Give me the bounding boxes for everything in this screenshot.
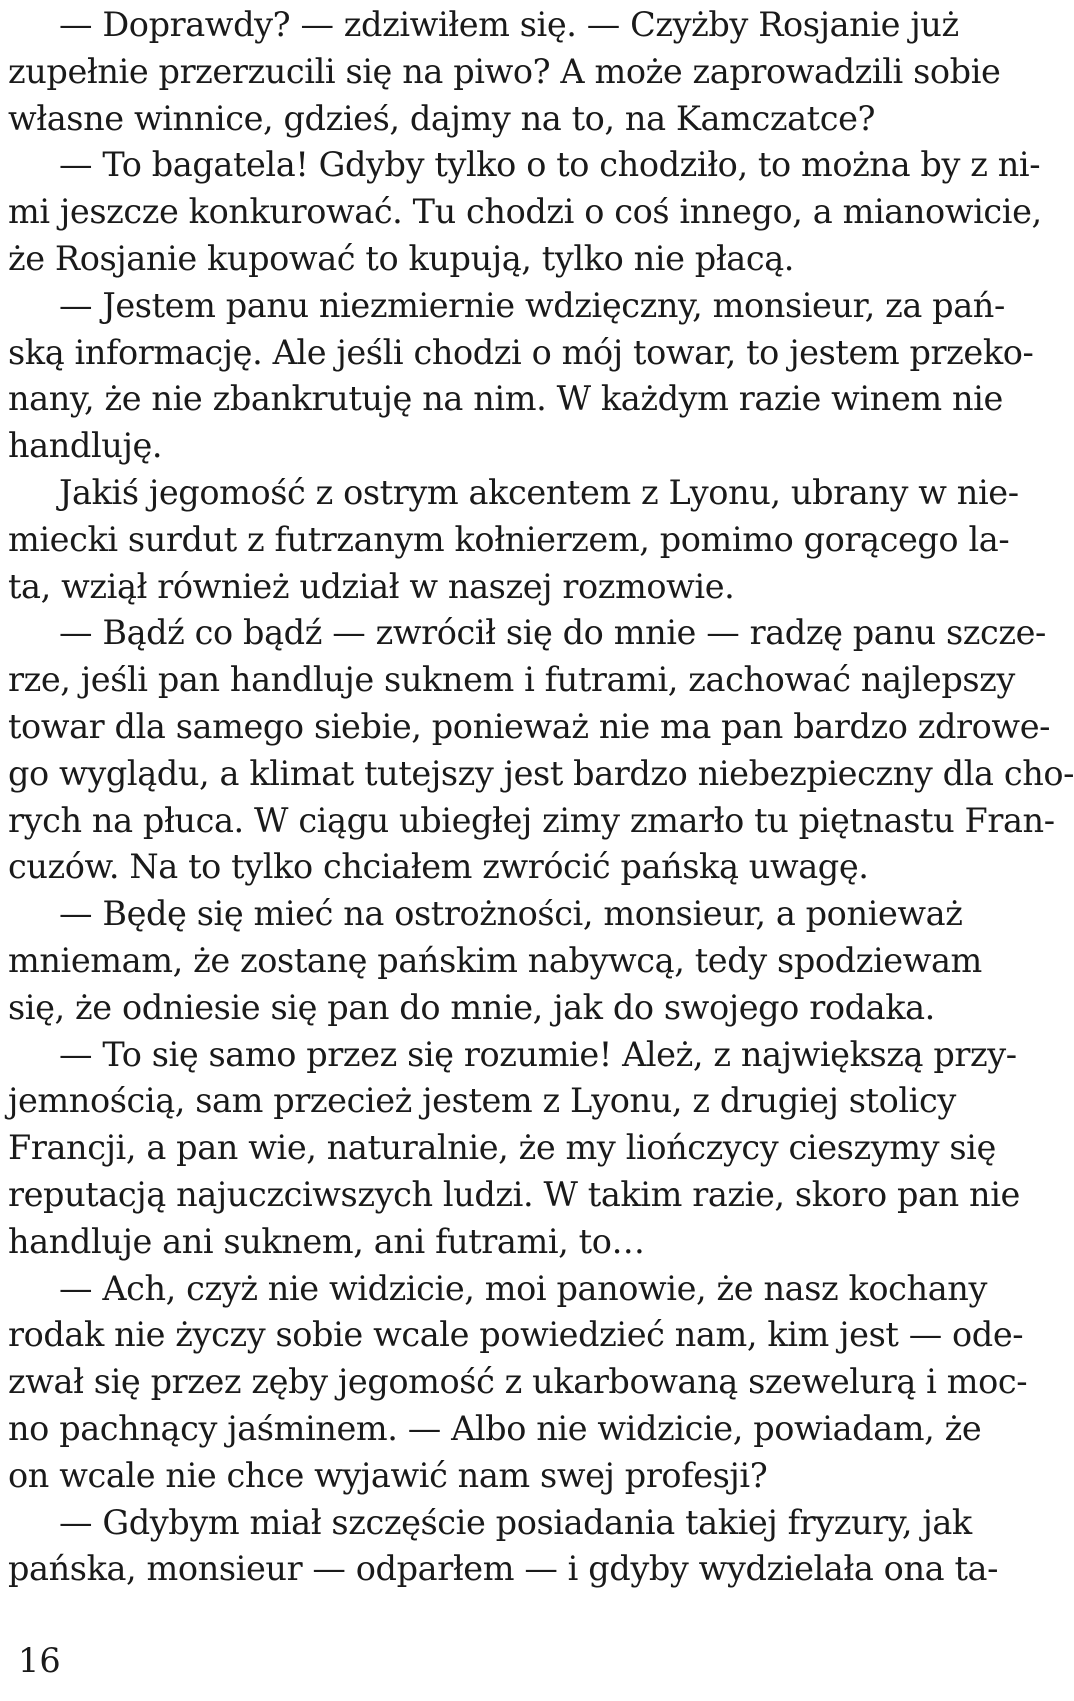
text-line: Francji, a pan wie, naturalnie, że my liończycy cieszymy się (8, 1128, 996, 1168)
text-line: Jakiś jegomość z ostrym akcentem z Lyonu, ubrany w nie- (59, 473, 1019, 512)
text-line: miecki surdut z futrzanym kołnierzem, pomimo gorącego la- (8, 519, 1010, 559)
text-line: — Ach, czyż nie widzicie, moi panowie, że nasz kochany (59, 1268, 987, 1308)
book-page (8, 0, 1074, 1701)
text-line: mniemam, że zostanę pańskim nabywcą, tedy spodziewam (8, 941, 982, 980)
text-line: zupełnie przerzucili się na piwo? A może zaprowadzili sobie (8, 51, 1001, 91)
text-line: zwał się przez zęby jegomość z ukarbowaną szewelurą i moc- (8, 1362, 1028, 1402)
page-number: 16 (18, 1641, 61, 1680)
text-line: że Rosjanie kupować to kupują, tylko nie płacą. (8, 239, 795, 278)
text-line: rych na płuca. W ciągu ubiegłej zimy zmarło tu piętnastu Fran- (8, 800, 1055, 840)
text-line: rze, jeśli pan handluje suknem i futrami, zachować najlepszy (8, 660, 1015, 700)
text-line: cuzów. Na to tylko chciałem zwrócić pańską uwagę. (8, 847, 869, 887)
text-line: handluję. (8, 426, 163, 466)
text-line: reputacją najuczciwszych ludzi. W takim razie, skoro pan nie (8, 1175, 1020, 1214)
text-line: — Gdybym miał szczęście posiadania takiej fryzury, jak (59, 1502, 972, 1542)
text-line: — To się samo przez się rozumie! Ależ, z największą przy- (59, 1034, 1017, 1074)
text-line: — Bądź co bądź — zwrócił się do mnie — radzę panu szcze- (59, 613, 1046, 653)
text-line: ta, wziął również udział w naszej rozmowie. (8, 566, 735, 606)
text-line: handluje ani suknem, ani futrami, to… (8, 1221, 645, 1261)
text-line: pańska, monsieur — odparłem — i gdyby wydzielała ona ta- (8, 1549, 998, 1589)
text-line: no pachnący jaśminem. — Albo nie widzicie, powiadam, że (8, 1409, 982, 1448)
text-line: mi jeszcze konkurować. Tu chodzi o coś innego, a mianowicie, (8, 192, 1042, 232)
text-line: on wcale nie chce wyjawić nam swej profesji? (8, 1455, 768, 1495)
text-line: nany, że nie zbankrutuję na nim. W każdym razie winem nie (8, 379, 1003, 419)
text-line: własne winnice, gdzieś, dajmy na to, na Kamczatce? (8, 98, 876, 138)
text-line: — Jestem panu niezmiernie wdzięczny, monsieur, za pań- (59, 285, 1005, 325)
text-line: rodak nie życzy sobie wcale powiedzieć nam, kim jest — ode- (8, 1315, 1024, 1355)
text-line: towar dla samego siebie, ponieważ nie ma pan bardzo zdrowe- (8, 707, 1051, 746)
text-line: go wyglądu, a klimat tutejszy jest bardzo niebezpieczny dla cho- (8, 753, 1074, 793)
text-line: — Doprawdy? — zdziwiłem się. — Czyżby Rosjanie już (59, 5, 959, 44)
text-line: jemnością, sam przecież jestem z Lyonu, z drugiej stolicy (8, 1081, 956, 1121)
text-line: ską informację. Ale jeśli chodzi o mój towar, to jestem przeko- (8, 332, 1034, 372)
text-line: się, że odniesie się pan do mnie, jak do swojego rodaka. (8, 987, 935, 1027)
text-line: — To bagatela! Gdyby tylko o to chodziło, to można by z ni- (59, 145, 1041, 185)
text-line: — Będę się mieć na ostrożności, monsieur, a ponieważ (59, 894, 963, 934)
